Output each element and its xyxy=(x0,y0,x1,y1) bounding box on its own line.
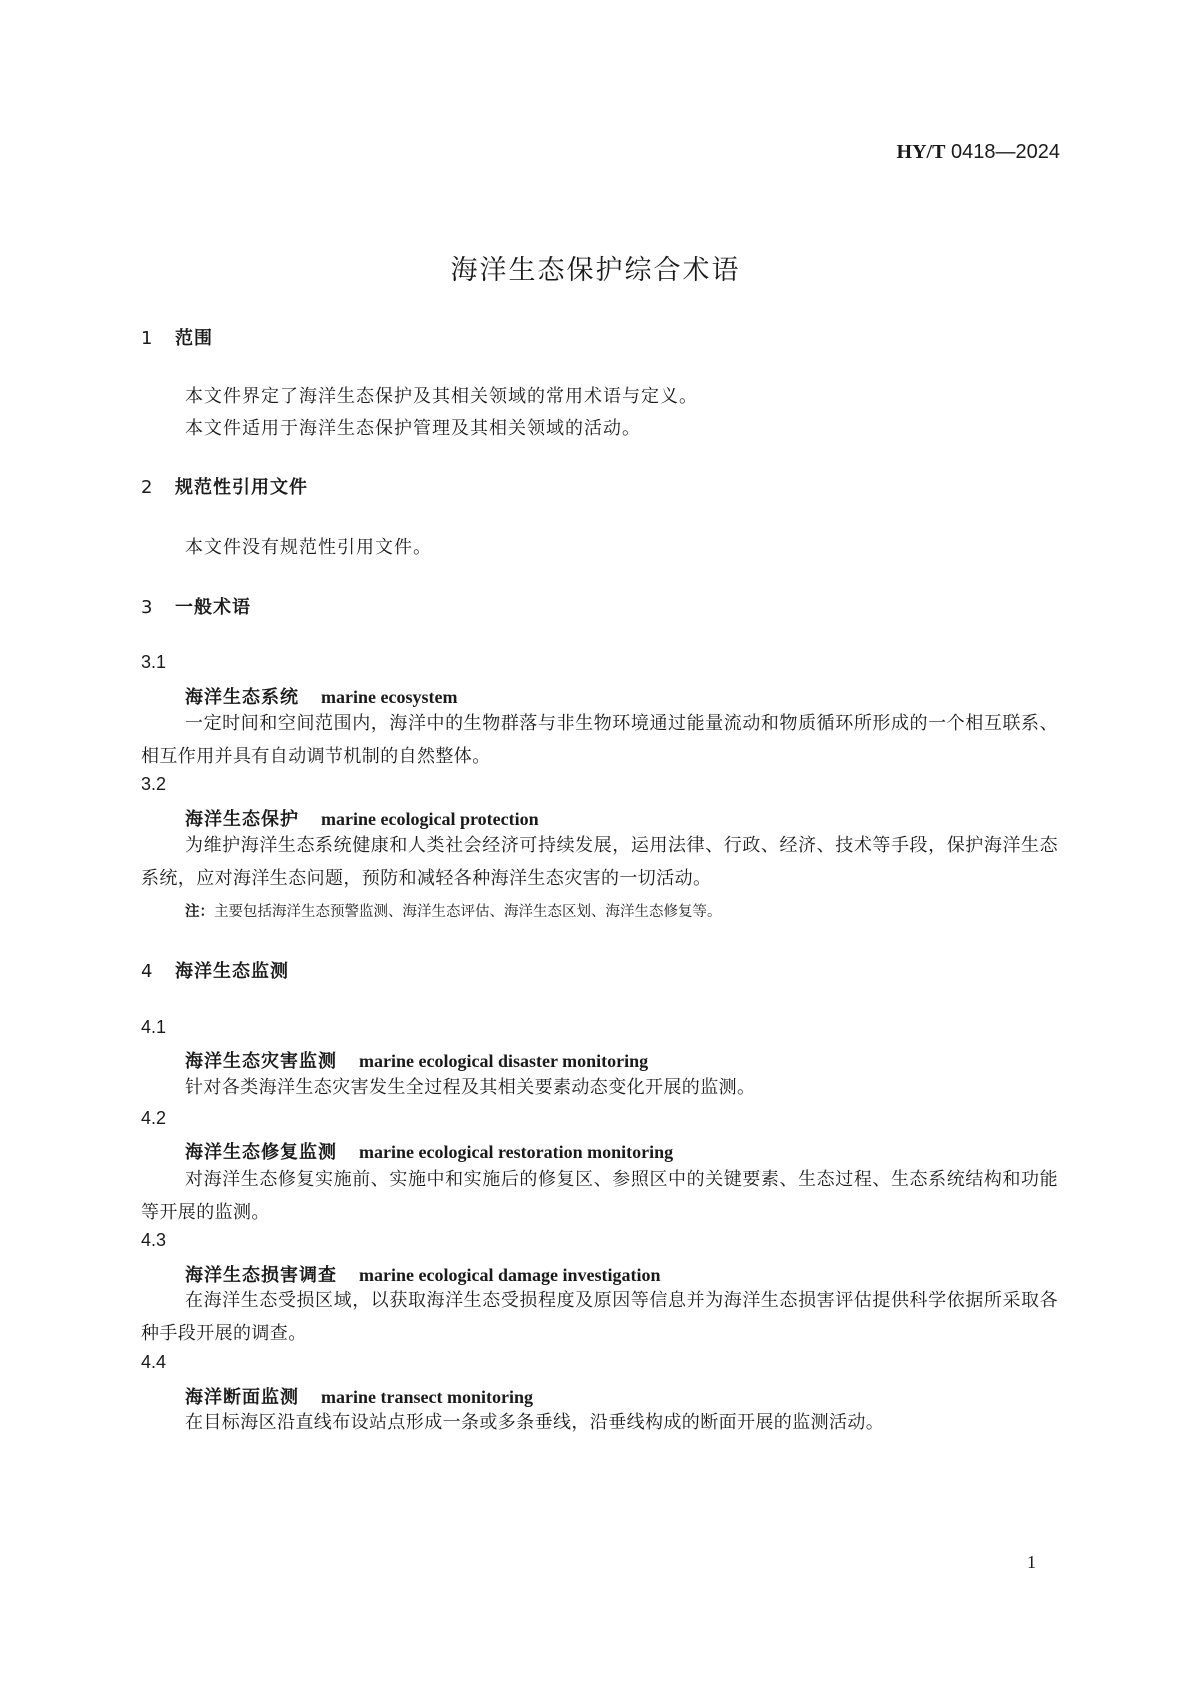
section-1-heading xyxy=(141,324,213,350)
term-definition: 在目标海区沿直线布设站点形成一条或多条垂线，沿垂线构成的断面开展的监测活动。 xyxy=(185,1412,885,1433)
page-number: 1 xyxy=(1027,1552,1036,1572)
term-en: marine ecological disaster monitoring xyxy=(359,1051,649,1071)
term-heading xyxy=(185,683,457,709)
section-title: 范围 xyxy=(175,328,213,349)
paragraph: 本文件界定了海洋生态保护及其相关领域的常用术语与定义。 xyxy=(185,386,698,407)
term-number: 3.2 xyxy=(141,774,167,794)
term-definition: 对海洋生态修复实施前、实施中和实施后的修复区、参照区中的关键要素、生态过程、生态系统结构和功能等开展的监测。 xyxy=(141,1169,1058,1223)
section-title: 规范性引用文件 xyxy=(175,477,308,498)
term-number: 3.1 xyxy=(141,652,167,672)
term-en: marine transect monitoring xyxy=(321,1387,533,1407)
section-2-heading xyxy=(141,473,308,499)
term-zh: 海洋生态系统 xyxy=(185,687,299,708)
term-en: marine ecological protection xyxy=(321,809,539,829)
section-number: 1 xyxy=(141,328,154,349)
section-title: 海洋生态监测 xyxy=(175,961,289,982)
note-label: 注： xyxy=(185,904,214,920)
term-zh: 海洋断面监测 xyxy=(185,1387,299,1408)
term-en: marine ecosystem xyxy=(321,687,458,707)
term-definition: 在海洋生态受损区域，以获取海洋生态受损程度及原因等信息并为海洋生态损害评估提供科学依据所采取各种手段开展的调查。 xyxy=(141,1290,1058,1344)
term-number: 4.3 xyxy=(141,1230,167,1250)
term-number: 4.2 xyxy=(141,1108,167,1128)
term-zh: 海洋生态损害调查 xyxy=(185,1265,337,1286)
term-definition: 一定时间和空间范围内，海洋中的生物群落与非生物环境通过能量流动和物质循环所形成的一个相互联系、相互作用并具有自动调节机制的自然整体。 xyxy=(141,713,1058,767)
term-definition: 针对各类海洋生态灾害发生全过程及其相关要素动态变化开展的监测。 xyxy=(185,1077,756,1098)
paragraph: 本文件没有规范性引用文件。 xyxy=(185,537,432,558)
note-text: 主要包括海洋生态预警监测、海洋生态评估、海洋生态区划、海洋生态修复等。 xyxy=(214,904,722,920)
standard-number xyxy=(897,141,1060,164)
section-number: 4 xyxy=(141,961,154,982)
term-heading xyxy=(185,1138,673,1164)
term-zh: 海洋生态保护 xyxy=(185,809,299,830)
term-definition: 为维护海洋生态系统健康和人类社会经济可持续发展，运用法律、行政、经济、技术等手段，保护海洋生态系统，应对海洋生态问题，预防和减轻各种海洋生态灾害的一切活动。 xyxy=(141,835,1058,889)
document-title: 海洋生态保护综合术语 xyxy=(450,255,741,286)
term-heading xyxy=(185,805,539,831)
term-zh: 海洋生态灾害监测 xyxy=(185,1051,337,1072)
term-number: 4.4 xyxy=(141,1352,167,1372)
term-note xyxy=(185,900,722,921)
section-title: 一般术语 xyxy=(175,597,251,618)
standard-code: 0418—2024 xyxy=(951,141,1060,163)
term-number: 4.1 xyxy=(141,1017,167,1037)
section-4-heading xyxy=(141,957,289,983)
term-zh: 海洋生态修复监测 xyxy=(185,1142,337,1163)
paragraph: 本文件适用于海洋生态保护管理及其相关领域的活动。 xyxy=(185,418,641,439)
standard-prefix: HY/T xyxy=(896,141,946,163)
term-heading xyxy=(185,1047,648,1073)
term-en: marine ecological damage investigation xyxy=(359,1265,661,1285)
section-number: 2 xyxy=(141,477,154,498)
section-3-heading xyxy=(141,593,251,619)
term-en: marine ecological restoration monitoring xyxy=(359,1142,674,1162)
section-number: 3 xyxy=(141,597,154,618)
